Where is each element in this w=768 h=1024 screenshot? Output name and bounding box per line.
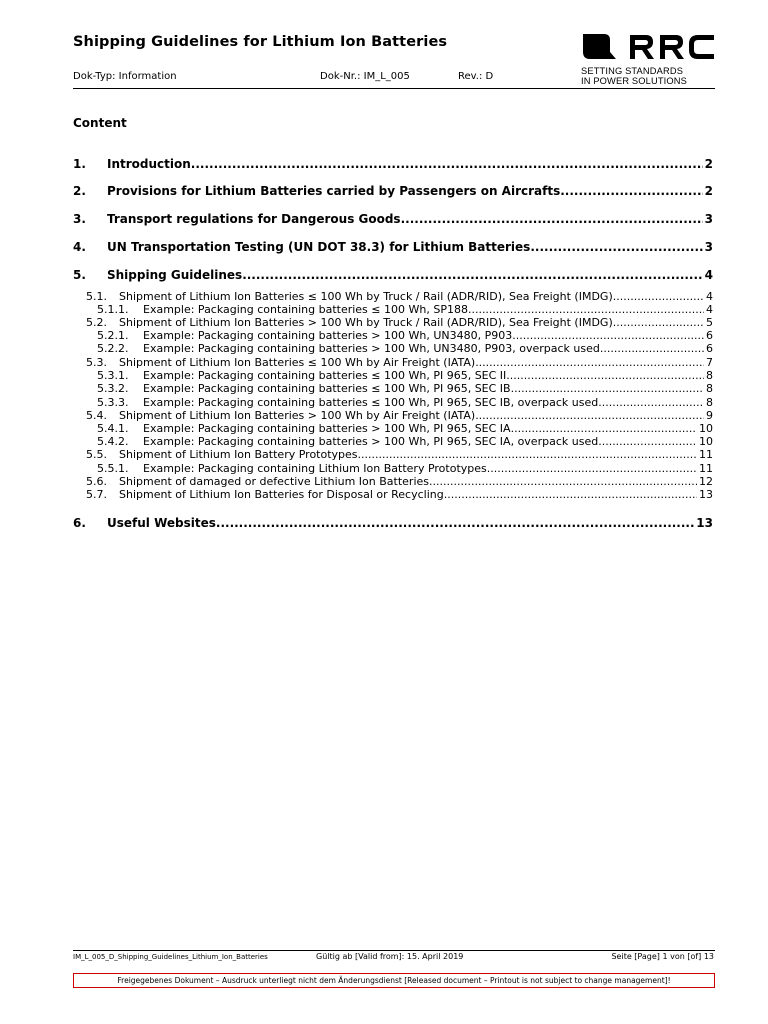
toc-page: 12: [699, 475, 713, 488]
toc-number: 5.7.: [86, 488, 107, 501]
toc-leader: [511, 382, 704, 395]
toc-leader: [444, 488, 697, 501]
toc-page: 13: [699, 488, 713, 501]
toc-entry-4[interactable]: [73, 240, 713, 254]
toc-leader: [598, 396, 704, 409]
toc-text: Example: Packaging containing batteries > 100 Wh, PI 965, SEC IA, overpack used: [143, 435, 599, 448]
toc-page: 4: [706, 303, 713, 316]
toc-text: Example: Packaging containing Lithium Ion Battery Prototypes: [143, 462, 487, 475]
toc-entry-1[interactable]: [73, 157, 713, 171]
toc-number: 5.3.3.: [97, 396, 129, 409]
toc-entry-5-7[interactable]: [86, 488, 713, 501]
toc-number: 5.: [73, 268, 86, 282]
doc-number: Dok-Nr.: IM_L_005: [320, 71, 410, 82]
toc-entry-5-5-1[interactable]: [97, 462, 713, 475]
toc-entry-5-4-2[interactable]: [97, 435, 713, 448]
toc-number: 5.2.: [86, 316, 107, 329]
toc-entry-5-3-2[interactable]: [97, 382, 713, 395]
toc-text: Example: Packaging containing batteries ≤ 100 Wh, PI 965, SEC IB, overpack used: [143, 396, 599, 409]
toc-text: Example: Packaging containing batteries > 100 Wh, UN3480, P903: [143, 329, 513, 342]
toc-number: 5.4.: [86, 409, 107, 422]
toc-entry-6[interactable]: [73, 516, 713, 530]
toc-number: 2.: [73, 184, 86, 198]
toc-page: 6: [706, 342, 713, 355]
toc-page: 4: [704, 268, 713, 282]
toc-leader: [401, 212, 703, 226]
toc-text: Example: Packaging containing batteries ≤ 100 Wh, PI 965, SEC II: [143, 369, 507, 382]
toc-entry-5-5[interactable]: [86, 448, 713, 461]
toc-entry-5-1[interactable]: [86, 290, 713, 303]
toc-page: 2: [704, 157, 713, 171]
toc-number: 4.: [73, 240, 86, 254]
rrc-logo-mark: [580, 32, 716, 62]
toc-leader: [216, 516, 694, 530]
toc-number: 3.: [73, 212, 86, 226]
toc-leader: [429, 475, 697, 488]
release-notice: Freigegebenes Dokument – Ausdruck unterliegt nicht dem Änderungsdienst [Released document – Printout is not subject to change management]!: [73, 973, 715, 988]
toc-number: 5.3.1.: [97, 369, 129, 382]
toc-leader: [191, 157, 703, 171]
toc-number: 5.6.: [86, 475, 107, 488]
toc-page: 6: [706, 329, 713, 342]
toc-entry-5-3[interactable]: [86, 356, 713, 369]
toc-leader: [613, 316, 704, 329]
toc-leader: [613, 290, 704, 303]
toc-page: 5: [706, 316, 713, 329]
toc-number: 5.3.: [86, 356, 107, 369]
toc-number: 5.4.1.: [97, 422, 129, 435]
toc-entry-3[interactable]: [73, 212, 713, 226]
toc-page: 4: [706, 290, 713, 303]
toc-entry-5-2-2[interactable]: [97, 342, 713, 355]
toc-text: Example: Packaging containing batteries > 100 Wh, UN3480, P903, overpack used: [143, 342, 600, 355]
toc-leader: [530, 240, 702, 254]
toc-text: Shipment of Lithium Ion Batteries ≤ 100 Wh by Truck / Rail (ADR/RID), Sea Freight (IMDG): [119, 290, 613, 303]
footer-divider: [73, 950, 715, 951]
toc-number: 1.: [73, 157, 86, 171]
tagline-line-1: SETTING STANDARDS: [581, 66, 684, 76]
toc-entry-5-4-1[interactable]: [97, 422, 713, 435]
footer-page-info: Seite [Page] 1 von [of] 13: [611, 952, 714, 961]
toc-page: 8: [706, 369, 713, 382]
toc-number: 5.1.: [86, 290, 107, 303]
toc-entry-5-3-1[interactable]: [97, 369, 713, 382]
toc-text: Example: Packaging containing batteries ≤ 100 Wh, SP188: [143, 303, 468, 316]
toc-number: 5.5.1.: [97, 462, 129, 475]
toc-text: Shipping Guidelines: [107, 268, 243, 282]
toc-page: 9: [706, 409, 713, 422]
logo-tagline: [581, 66, 687, 86]
header-divider: [73, 88, 715, 89]
toc-page: 8: [706, 396, 713, 409]
toc-text: Introduction: [107, 157, 191, 171]
toc-text: Example: Packaging containing batteries ≤ 100 Wh, PI 965, SEC IB: [143, 382, 511, 395]
toc-number: 5.2.1.: [97, 329, 129, 342]
toc-leader: [475, 409, 704, 422]
toc-leader: [358, 448, 697, 461]
doc-type: Dok-Typ: Information: [73, 71, 177, 82]
toc-entry-5[interactable]: [73, 268, 713, 282]
toc-page: 7: [706, 356, 713, 369]
toc-entry-5-2[interactable]: [86, 316, 713, 329]
toc-leader: [475, 356, 704, 369]
toc-entry-5-1-1[interactable]: [97, 303, 713, 316]
toc-page: 10: [699, 422, 713, 435]
toc-number: 5.4.2.: [97, 435, 129, 448]
document-title: Shipping Guidelines for Lithium Ion Batteries: [73, 34, 448, 50]
content-heading: Content: [73, 116, 127, 130]
tagline-line-2: IN POWER SOLUTIONS: [581, 76, 688, 86]
toc-entry-5-2-1[interactable]: [97, 329, 713, 342]
toc-leader: [511, 422, 697, 435]
revision: Rev.: D: [458, 71, 494, 82]
toc-page: 13: [696, 516, 713, 530]
toc-page: 3: [704, 212, 713, 226]
toc-text: Shipment of Lithium Ion Batteries > 100 Wh by Air Freight (IATA): [119, 409, 476, 422]
toc-entry-5-6[interactable]: [86, 475, 713, 488]
toc-entry-2[interactable]: [73, 184, 713, 198]
toc-entry-5-3-3[interactable]: [97, 396, 713, 409]
toc-leader: [468, 303, 704, 316]
toc-leader: [560, 184, 702, 198]
toc-text: Example: Packaging containing batteries > 100 Wh, PI 965, SEC IA: [143, 422, 511, 435]
toc-number: 5.2.2.: [97, 342, 129, 355]
toc-leader: [242, 268, 702, 282]
toc-text: Shipment of Lithium Ion Batteries for Disposal or Recycling: [119, 488, 444, 501]
toc-text: Shipment of Lithium Ion Battery Prototypes: [119, 448, 358, 461]
toc-text: Shipment of Lithium Ion Batteries > 100 Wh by Truck / Rail (ADR/RID), Sea Freight (IMDG): [119, 316, 613, 329]
footer-valid-from: Gültig ab [Valid from]: 15. April 2019: [316, 952, 464, 961]
toc-leader: [600, 342, 704, 355]
toc-page: 10: [699, 435, 713, 448]
toc-text: Shipment of Lithium Ion Batteries ≤ 100 Wh by Air Freight (IATA): [119, 356, 476, 369]
toc-page: 8: [706, 382, 713, 395]
toc-number: 5.5.: [86, 448, 107, 461]
toc-leader: [487, 462, 697, 475]
toc-text: Shipment of damaged or defective Lithium Ion Batteries: [119, 475, 430, 488]
toc-text: Useful Websites: [107, 516, 216, 530]
toc-leader: [506, 369, 704, 382]
toc-page: 3: [704, 240, 713, 254]
toc-number: 5.1.1.: [97, 303, 129, 316]
toc-number: 6.: [73, 516, 86, 530]
toc-text: UN Transportation Testing (UN DOT 38.3) for Lithium Batteries: [107, 240, 531, 254]
toc-text: Transport regulations for Dangerous Goods: [107, 212, 401, 226]
toc-page: 11: [699, 462, 713, 475]
toc-leader: [598, 435, 697, 448]
toc-text: Provisions for Lithium Batteries carried by Passengers on Aircrafts: [107, 184, 561, 198]
toc-page: 11: [699, 448, 713, 461]
toc-leader: [512, 329, 704, 342]
toc-number: 5.3.2.: [97, 382, 129, 395]
toc-page: 2: [704, 184, 713, 198]
footer-file-name: IM_L_005_D_Shipping_Guidelines_Lithium_Ion_Batteries: [73, 953, 268, 961]
toc-entry-5-4[interactable]: [86, 409, 713, 422]
